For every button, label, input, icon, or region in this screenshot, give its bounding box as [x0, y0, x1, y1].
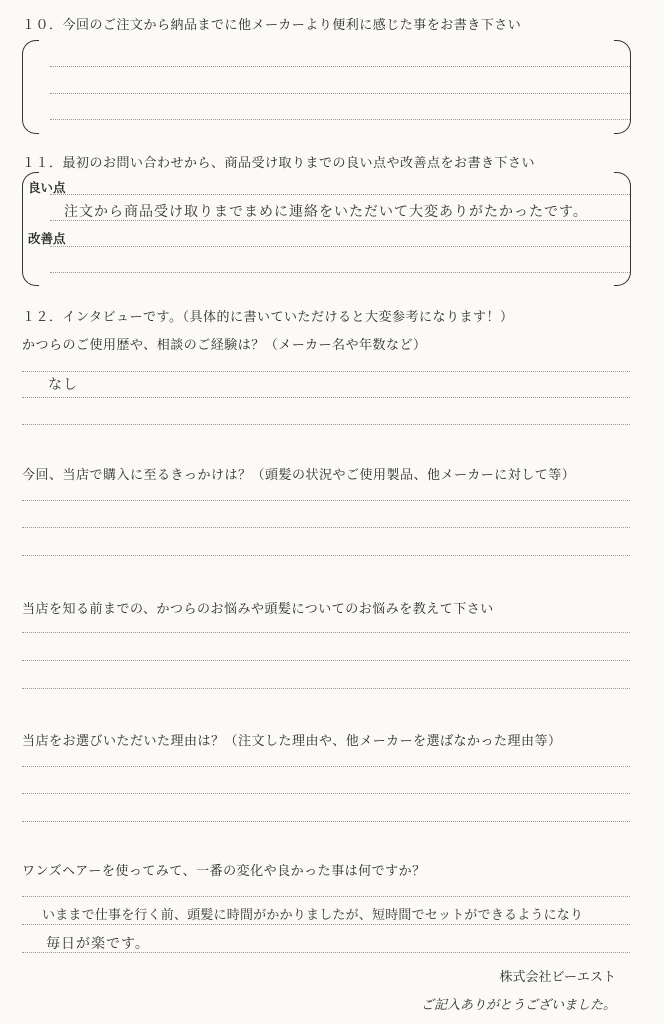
q12-change-question: ワンズヘアーを使ってみて、一番の変化や良かった事は何ですか？ — [22, 864, 426, 879]
worries-line-3[interactable] — [22, 688, 630, 689]
reason-line-2[interactable] — [22, 793, 630, 794]
q12-title: １２．インタビューです。（具体的に書いていただけると大変参考になります！） — [22, 310, 514, 325]
q10-answer-line-1[interactable] — [50, 66, 630, 67]
history-line-1[interactable] — [22, 371, 630, 372]
q11-improve-line-2[interactable] — [50, 272, 630, 273]
reason-line-3[interactable] — [22, 821, 630, 822]
change-line-3[interactable] — [22, 952, 630, 953]
q12-trigger-question: 今回、当店で購入に至るきっかけは？（頭髪の状況やご使用製品、他メーカーに対して等） — [22, 468, 576, 483]
q11-improve-line-1[interactable] — [50, 246, 630, 247]
reason-line-1[interactable] — [22, 766, 630, 767]
change-line-1[interactable] — [22, 896, 630, 897]
q11-good-line-1[interactable] — [50, 194, 630, 195]
q11-good-answer: 注文から商品受け取りまでまめに連絡をいただいて大変ありがたかったです。 — [64, 204, 588, 220]
q12-history-answer: なし — [48, 377, 78, 393]
history-line-3[interactable] — [22, 424, 630, 425]
q11-title: １１．最初のお問い合わせから、商品受け取りまでの良い点や改善点をお書き下さい — [22, 156, 536, 171]
worries-line-1[interactable] — [22, 632, 630, 633]
q11-good-label: 良い点 — [28, 180, 66, 195]
q10-answer-line-3[interactable] — [50, 119, 630, 120]
q11-improve-label: 改善点 — [28, 231, 66, 246]
q10-answer-line-2[interactable] — [50, 93, 630, 94]
history-line-2[interactable] — [22, 397, 630, 398]
q10-bracket-left — [22, 40, 39, 134]
q10-title: １０．今回のご注文から納品までに他メーカーより便利に感じた事をお書き下さい — [22, 18, 522, 33]
trigger-line-2[interactable] — [22, 527, 630, 528]
q12-reason-question: 当店をお選びいただいた理由は？（注文した理由や、他メーカーを選ばなかった理由等） — [22, 734, 562, 749]
q11-bracket-right — [614, 172, 631, 286]
company-name: 株式会社ビーエスト — [499, 970, 616, 985]
q12-change-answer-line-1: いままで仕事を行く前、頭髪に時間がかかりましたが、短時間でセットができるようになり — [42, 908, 584, 923]
q12-worries-question: 当店を知る前までの、かつらのお悩みや頭髪についてのお悩みを教えて下さい — [22, 602, 494, 617]
q11-good-line-2[interactable] — [50, 220, 630, 221]
change-line-2[interactable] — [22, 924, 630, 925]
thank-you-note: ご記入ありがとうございました。 — [420, 998, 616, 1013]
q12-history-question: かつらのご使用歴や、相談のご経験は？（メーカー名や年数など） — [22, 338, 427, 353]
trigger-line-1[interactable] — [22, 500, 630, 501]
trigger-line-3[interactable] — [22, 555, 630, 556]
q12-change-answer-line-2: 毎日が楽です。 — [46, 936, 150, 952]
worries-line-2[interactable] — [22, 660, 630, 661]
